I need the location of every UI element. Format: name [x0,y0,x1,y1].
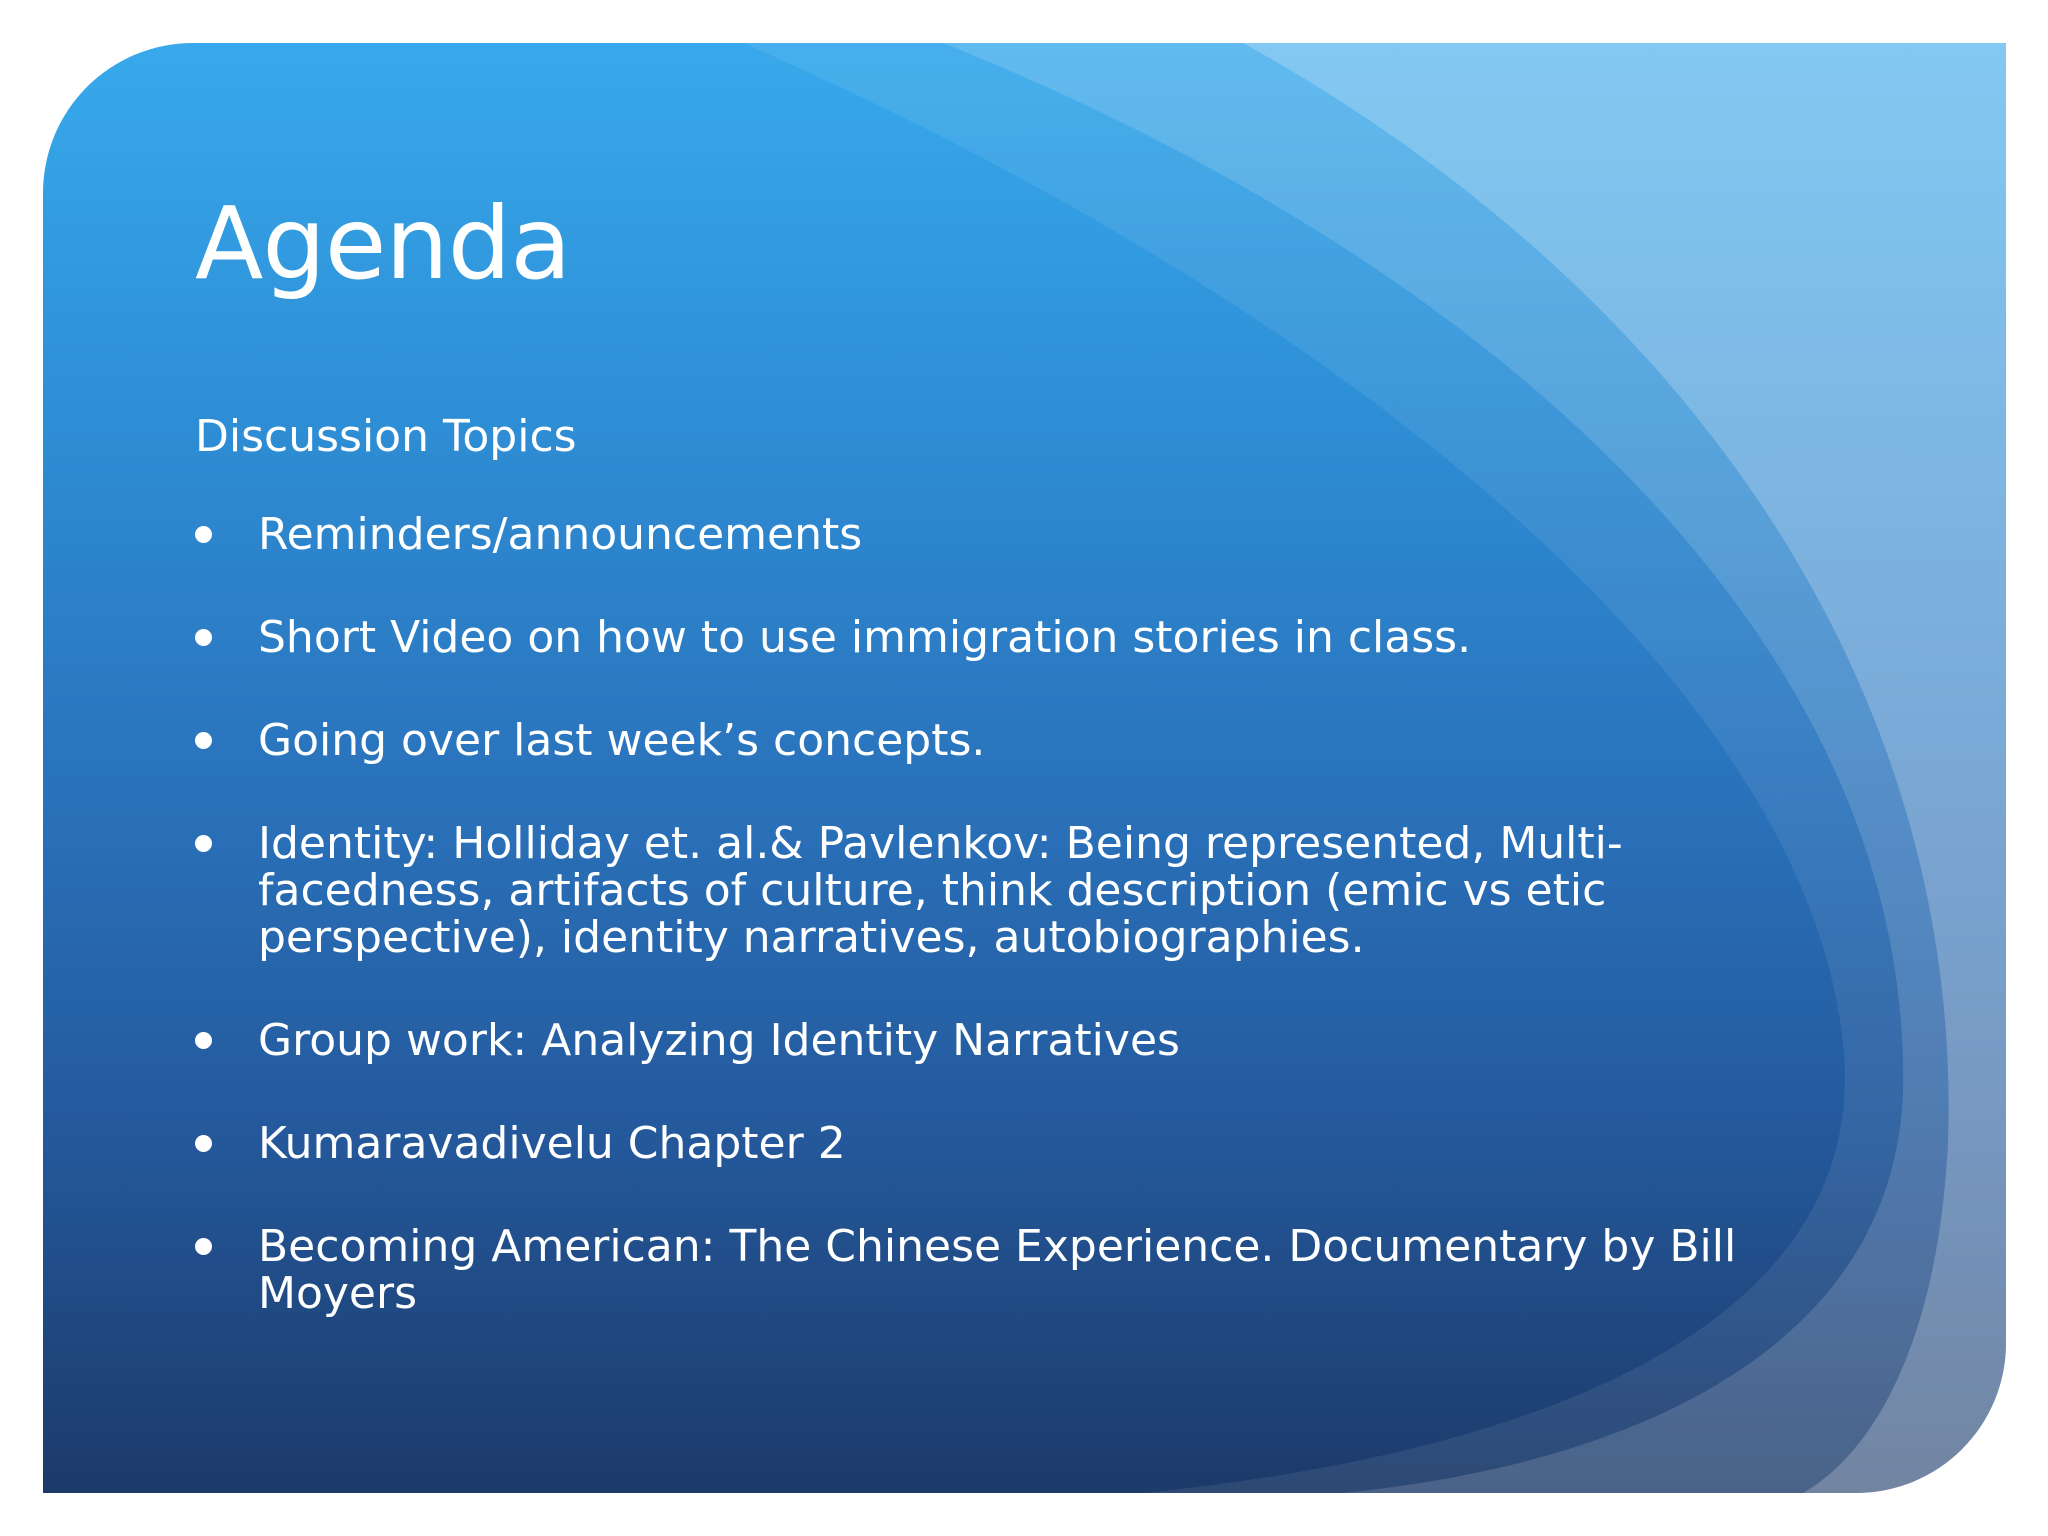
agenda-item [195,614,1755,661]
slide [43,43,2006,1493]
slide-title: Agenda [195,185,571,302]
agenda-item [195,1120,1755,1167]
agenda-item-text: Group work: Analyzing Identity Narratives [258,1015,1180,1066]
agenda-item-text: Going over last week’s concepts. [258,715,986,766]
bullet-dot-icon [195,732,212,749]
agenda-item [195,717,1755,764]
agenda-item [195,511,1755,558]
agenda-item [195,1223,1755,1317]
bullet-dot-icon [195,835,212,852]
bullet-dot-icon [195,526,212,543]
agenda-bullet-list [195,511,1755,1373]
agenda-item-text: Short Video on how to use immigration stories in class. [258,612,1472,663]
bullet-dot-icon [195,1238,212,1255]
bullet-dot-icon [195,1135,212,1152]
agenda-item-text: Becoming American: The Chinese Experience. Documentary by Bill Moyers [258,1221,1737,1319]
bullet-dot-icon [195,629,212,646]
bullet-dot-icon [195,1032,212,1049]
agenda-item-text: Kumaravadivelu Chapter 2 [258,1118,846,1169]
agenda-item-text: Reminders/announcements [258,509,863,560]
agenda-item-text: Identity: Holliday et. al.& Pavlenkov: Being represented, Multi-facedness, artifacts of culture, think description (emic vs etic perspective), identity narratives, autobiographies. [258,818,1623,963]
discussion-topics-heading: Discussion Topics [195,411,577,462]
agenda-item [195,820,1755,961]
agenda-item [195,1017,1755,1064]
